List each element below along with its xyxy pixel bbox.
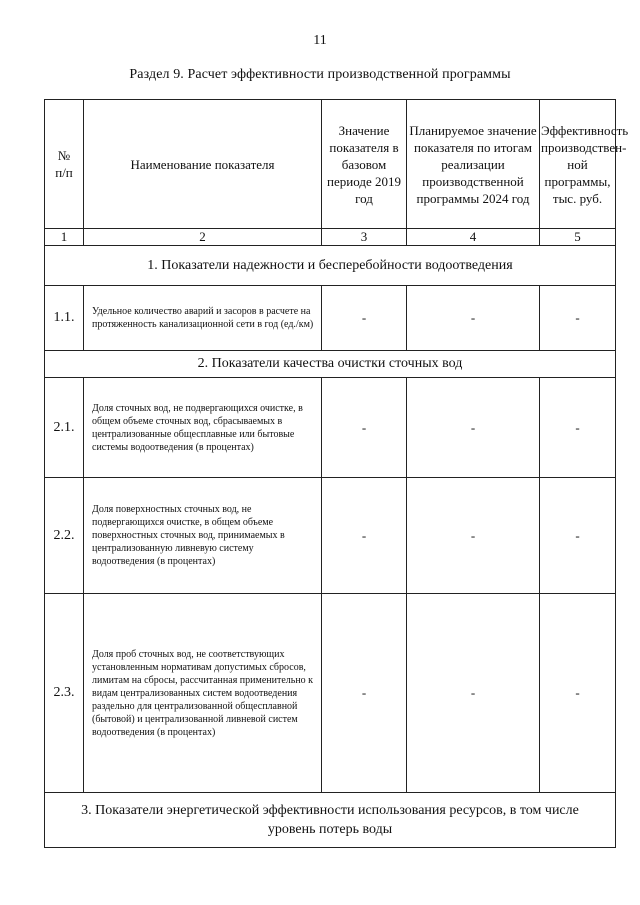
table-row: [45, 594, 616, 793]
base-value: -: [322, 594, 407, 793]
section-title: Раздел 9. Расчет эффективности производственной программы: [129, 67, 511, 82]
column-number: 1: [45, 229, 84, 246]
indicator-name: Доля поверхностных сточных вод, не подвергающихся очистке, в общем объеме поверхностных сточных вод, принимаемых в централизованную ливневую систему водоотведения (в процентах): [84, 478, 322, 594]
header-cell-name: Наименование показателя: [84, 100, 322, 229]
column-number: 4: [407, 229, 540, 246]
efficiency-table: [44, 99, 629, 848]
page-number: 11: [313, 33, 327, 48]
column-number-row: [45, 229, 616, 246]
header-cell-base: Значение показателя в базовом периоде 2019 год: [322, 100, 407, 229]
group-title: 2. Показатели качества очистки сточных вод: [45, 351, 616, 378]
effect-value: -: [540, 478, 616, 594]
effect-value: -: [540, 378, 616, 478]
group-title: 3. Показатели энергетической эффективности использования ресурсов, в том числе уровень потерь воды: [45, 793, 616, 848]
column-number: 3: [322, 229, 407, 246]
indicator-name: Удельное количество аварий и засоров в расчете на протяженность канализационной сети в год (ед./км): [84, 286, 322, 351]
planned-value: -: [407, 478, 540, 594]
header-row: [45, 100, 616, 229]
column-number: 2: [84, 229, 322, 246]
planned-value: -: [407, 286, 540, 351]
group-row: [45, 351, 616, 378]
effect-value: -: [540, 286, 616, 351]
base-value: -: [322, 286, 407, 351]
header-cell-planned: Планируемое значение показателя по итогам реализации производственной программы 2024 год: [407, 100, 540, 229]
effect-value: -: [540, 594, 616, 793]
group-title: 1. Показатели надежности и бесперебойности водоотведения: [45, 246, 616, 286]
header-cell-effect: Эффективность производствен-ной программы, тыс. руб.: [540, 100, 616, 229]
row-number: 2.3.: [45, 594, 84, 793]
row-number: 2.2.: [45, 478, 84, 594]
base-value: -: [322, 478, 407, 594]
planned-value: -: [407, 594, 540, 793]
header-cell-num: № п/п: [45, 100, 84, 229]
table-row: [45, 478, 616, 594]
indicator-name: Доля проб сточных вод, не соответствующих установленным нормативам допустимых сбросов, лимитам на сбросы, рассчитанная применительно к видам централизованных систем водоотведения раздельно для централизованной общесплавной (бытовой) и централизованной ливневой систем водоотведения (в процентах): [84, 594, 322, 793]
table-row: [45, 286, 616, 351]
planned-value: -: [407, 378, 540, 478]
base-value: -: [322, 378, 407, 478]
table-row: [45, 378, 616, 478]
indicator-name: Доля сточных вод, не подвергающихся очистке, в общем объеме сточных вод, сбрасываемых в централизованные общесплавные или бытовые системы водоотведения (в процентах): [84, 378, 322, 478]
group-row: [45, 246, 616, 286]
row-number: 2.1.: [45, 378, 84, 478]
row-number: 1.1.: [45, 286, 84, 351]
column-number: 5: [540, 229, 616, 246]
group-row: [45, 793, 616, 848]
